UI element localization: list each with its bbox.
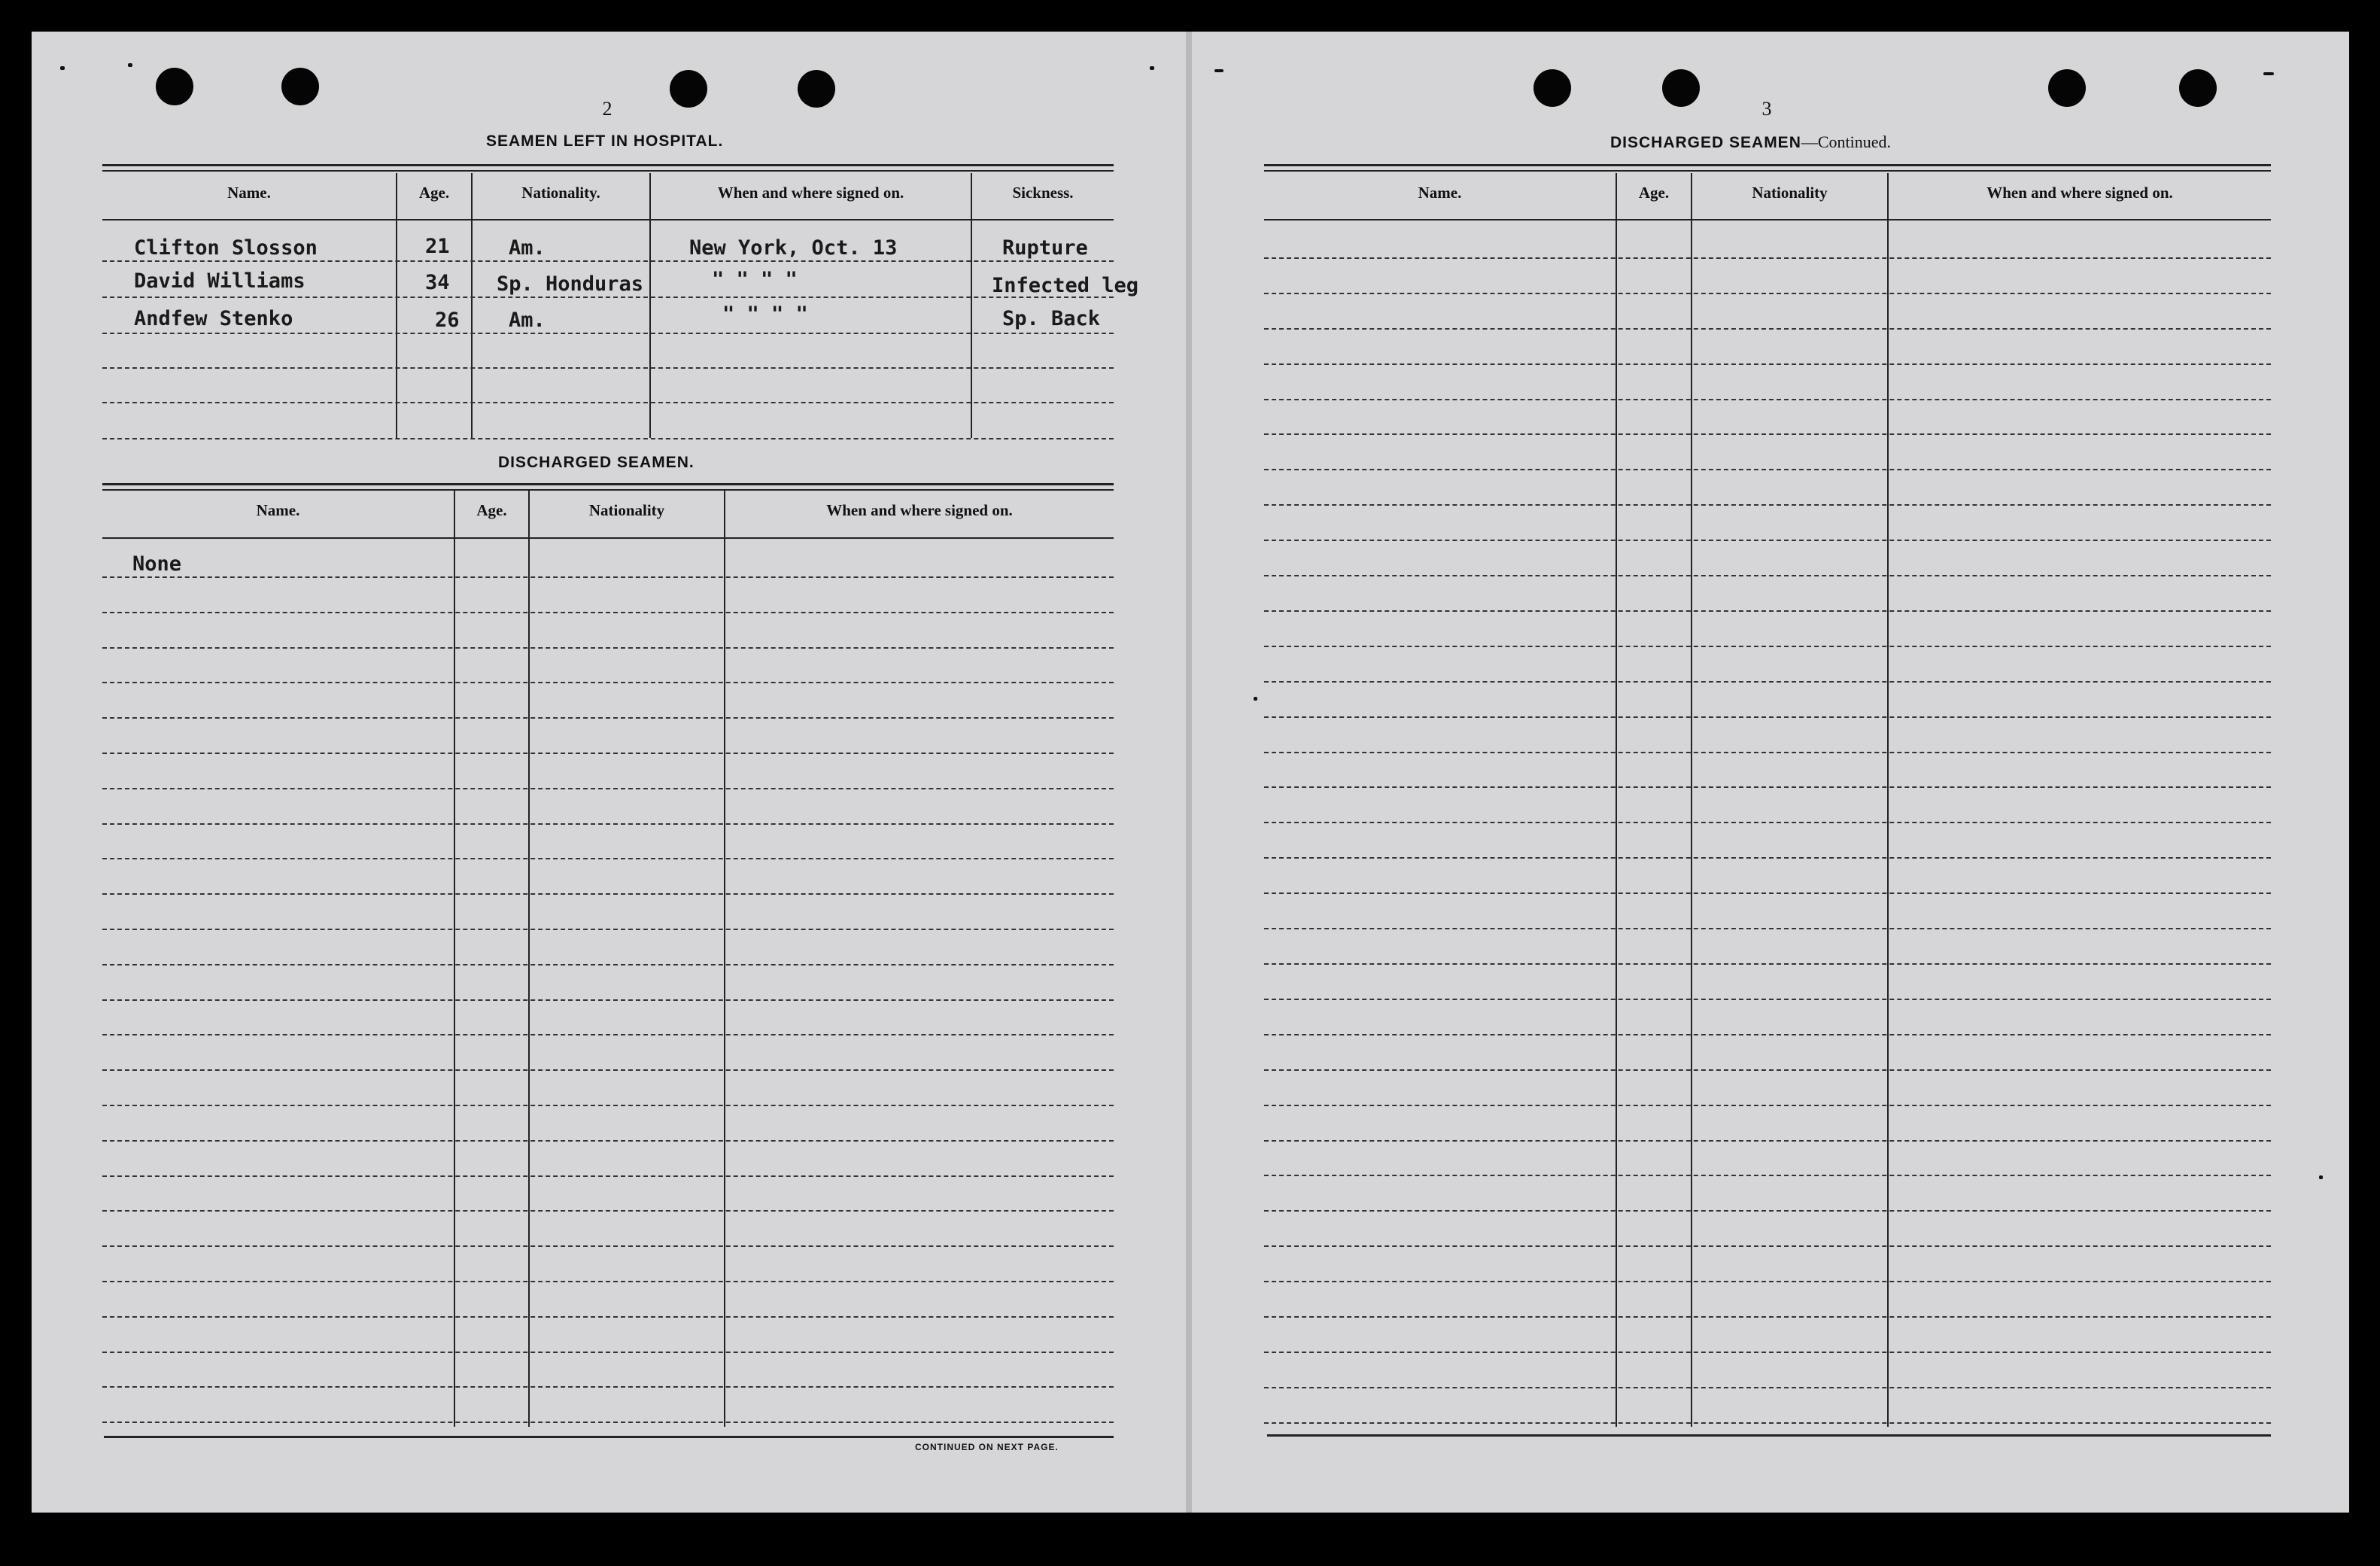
row-line: [1264, 716, 2271, 718]
row-line: [1264, 1281, 2271, 1282]
row-line: [102, 1210, 1114, 1212]
column-divider: [1691, 173, 1692, 1427]
row-line: [102, 1245, 1114, 1247]
row-line: [1264, 892, 2271, 894]
punch-hole: [1662, 69, 1700, 107]
ink-speck: [2263, 72, 2274, 75]
table-top-rule: [102, 164, 1114, 166]
row-line: [102, 682, 1114, 683]
table-cell-sickness: Infected leg: [992, 274, 1139, 297]
header-bottom-rule: [102, 219, 1114, 220]
discharged-section-title: DISCHARGED SEAMEN.: [498, 454, 695, 471]
row-line: [102, 753, 1114, 754]
column-header-age: Age.: [418, 184, 450, 202]
row-line: [1264, 469, 2271, 470]
row-line: [102, 1281, 1114, 1282]
column-divider: [471, 173, 473, 438]
table-cell-name: David Williams: [134, 269, 305, 293]
row-line: [102, 823, 1114, 825]
row-line: [1264, 1105, 2271, 1106]
page-number: 2: [602, 98, 612, 120]
table-cell-sickness: Sp. Back: [1002, 307, 1101, 330]
row-line: [102, 964, 1114, 965]
row-line: [1264, 1387, 2271, 1388]
continued-note: CONTINUED ON NEXT PAGE.: [915, 1442, 1059, 1452]
table-top-rule: [1264, 170, 2271, 172]
row-line: [1264, 928, 2271, 929]
punch-hole: [670, 70, 707, 108]
row-line: [1264, 257, 2271, 259]
row-line: [1264, 293, 2271, 294]
punch-hole: [2179, 69, 2217, 107]
table-cell-sickness: Rupture: [1002, 236, 1088, 260]
table-cell-signed-on: New York, Oct. 13: [689, 236, 898, 260]
row-line: [102, 1069, 1114, 1071]
row-line: [102, 296, 1114, 298]
row-line: [1264, 504, 2271, 506]
row-line: [1264, 610, 2271, 612]
row-line: [102, 438, 1114, 439]
column-header-nationality: Nationality: [588, 501, 665, 519]
row-line: [102, 612, 1114, 613]
column-header-signed-on: When and where signed on.: [826, 501, 1013, 519]
column-divider: [971, 173, 972, 438]
row-line: [102, 576, 1114, 578]
column-header-name: Name.: [1418, 184, 1462, 202]
row-line: [1264, 1069, 2271, 1071]
table-cell-nationality: Sp. Honduras: [497, 272, 644, 296]
row-line: [102, 788, 1114, 789]
table-cell-nationality: Am.: [509, 236, 546, 260]
row-line: [102, 717, 1114, 719]
table-cell-nationality: Am.: [509, 309, 546, 332]
table-bottom-rule: [1267, 1434, 2271, 1437]
row-line: [1264, 1316, 2271, 1318]
ink-speck: [128, 63, 132, 67]
column-divider: [454, 491, 455, 1427]
punch-hole: [2048, 69, 2086, 107]
header-bottom-rule: [102, 537, 1114, 539]
column-header-age: Age.: [476, 501, 507, 519]
row-line: [1264, 681, 2271, 683]
row-line: [1264, 1422, 2271, 1424]
row-line: [1264, 1245, 2271, 1247]
column-header-name: Name.: [227, 184, 271, 202]
row-line: [1264, 1140, 2271, 1142]
row-line: [102, 1034, 1114, 1035]
row-line: [102, 929, 1114, 930]
row-line: [102, 1386, 1114, 1388]
row-line: [102, 1105, 1114, 1106]
punch-hole: [798, 70, 835, 108]
row-line: [1264, 363, 2271, 365]
row-line: [1264, 1210, 2271, 1212]
ink-speck: [1254, 697, 1257, 701]
header-bottom-rule: [1264, 219, 2271, 220]
column-header-nationality: Nationality: [1752, 184, 1828, 202]
column-header-signed-on: When and where signed on.: [1986, 184, 2173, 202]
punch-hole: [281, 68, 319, 105]
table-cell-name: Andfew Stenko: [134, 307, 293, 330]
punch-hole: [156, 68, 193, 105]
row-line: [1264, 1175, 2271, 1176]
row-line: [1264, 857, 2271, 859]
row-line: [102, 1316, 1114, 1318]
row-line: [102, 333, 1114, 334]
row-line: [102, 999, 1114, 1001]
column-header-sickness: Sickness.: [1012, 184, 1074, 202]
discharged-continued-title: [1610, 132, 1891, 152]
right-page: [1190, 32, 2349, 1513]
row-line: [102, 402, 1114, 403]
title-main: DISCHARGED SEAMEN: [1610, 134, 1801, 151]
table-top-rule: [102, 483, 1114, 485]
row-line: [1264, 540, 2271, 541]
punch-hole: [1533, 69, 1571, 107]
table-cell-age: 21: [425, 235, 450, 258]
table-top-rule: [102, 489, 1114, 491]
column-header-age: Age.: [1638, 184, 1670, 202]
column-divider: [649, 173, 651, 438]
table-top-rule: [1264, 164, 2271, 166]
row-line: [102, 1140, 1114, 1142]
table-bottom-rule: [104, 1436, 1114, 1438]
ink-speck: [1150, 66, 1154, 70]
row-line: [1264, 752, 2271, 753]
row-line: [102, 367, 1114, 369]
column-divider: [528, 491, 530, 1427]
row-line: [102, 647, 1114, 649]
row-line: [1264, 646, 2271, 647]
row-line: [1264, 433, 2271, 435]
table-cell-signed-on: " " " ": [712, 268, 798, 291]
column-header-name: Name.: [256, 501, 300, 519]
row-line: [1264, 399, 2271, 400]
row-line: [102, 1352, 1114, 1353]
ink-speck: [2319, 1175, 2323, 1179]
row-line: [1264, 1352, 2271, 1353]
column-divider: [1887, 173, 1889, 1427]
row-line: [102, 858, 1114, 859]
row-line: [1264, 1034, 2271, 1035]
row-line: [102, 893, 1114, 895]
row-line: [102, 260, 1114, 262]
table-cell-signed-on: " " " ": [722, 303, 808, 326]
table-cell-name: Clifton Slosson: [134, 236, 318, 260]
table-cell-age: 34: [425, 271, 450, 294]
page-gutter: [1186, 32, 1192, 1513]
row-line: [1264, 328, 2271, 330]
table-cell-name: None: [132, 552, 182, 576]
ink-speck: [60, 66, 65, 70]
page-number: 3: [1761, 98, 1772, 120]
row-line: [1264, 575, 2271, 576]
column-divider: [724, 491, 725, 1427]
hospital-section-title: SEAMEN LEFT IN HOSPITAL.: [486, 132, 724, 150]
column-divider: [1616, 173, 1617, 1427]
table-cell-age: 26: [435, 309, 460, 332]
row-line: [1264, 999, 2271, 1000]
title-suffix: —Continued.: [1801, 132, 1892, 151]
row-line: [1264, 963, 2271, 965]
ink-speck: [1214, 69, 1223, 72]
row-line: [102, 1175, 1114, 1177]
column-header-signed-on: When and where signed on.: [717, 184, 904, 202]
column-header-nationality: Nationality.: [521, 184, 600, 202]
table-top-rule: [102, 170, 1114, 172]
column-divider: [396, 173, 397, 438]
row-line: [1264, 786, 2271, 788]
row-line: [1264, 822, 2271, 823]
row-line: [102, 1422, 1114, 1423]
